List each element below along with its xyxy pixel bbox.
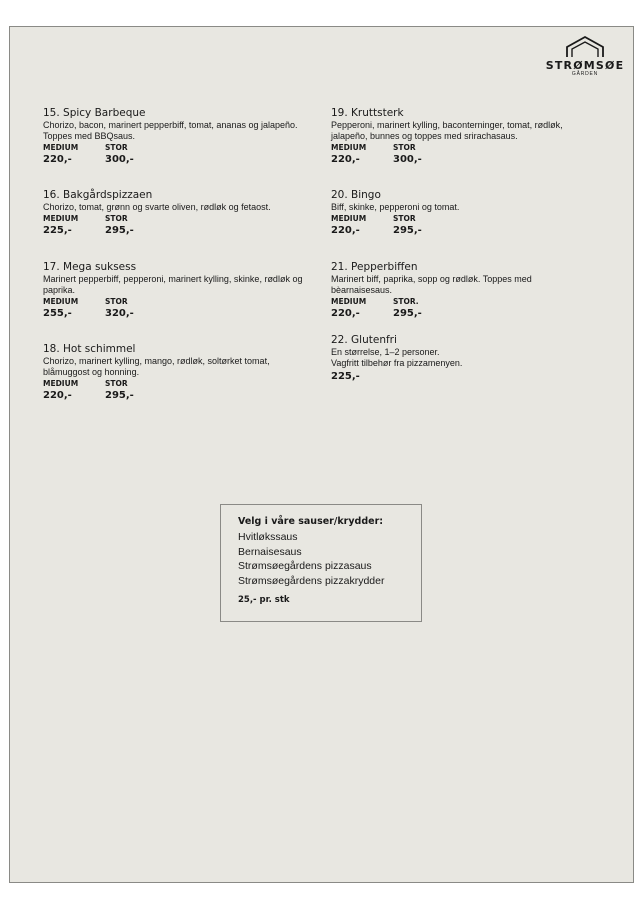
sauces-title: Velg i våre sauser/krydder:: [238, 516, 384, 527]
menu-item-21: [331, 261, 593, 321]
menu-item-18: [43, 343, 305, 403]
menu-item-16: [43, 189, 305, 238]
brand-name: STRØMSØE: [545, 59, 625, 72]
size-label-large: STOR.: [393, 297, 419, 306]
price-large: 300,-: [393, 154, 422, 165]
sauce-item: Bernaisesaus: [238, 545, 302, 558]
item-title: 17. Mega suksess: [43, 261, 137, 273]
price-large: 295,-: [105, 225, 134, 236]
brand-logo: [543, 35, 627, 87]
size-label-large: STOR: [393, 143, 416, 152]
size-label-medium: MEDIUM: [43, 214, 79, 223]
size-label-large: STOR: [105, 214, 128, 223]
price-medium: 255,-: [43, 308, 72, 319]
item-prices: [331, 143, 593, 167]
sauce-item: Strømsøegårdens pizzakrydder: [238, 574, 385, 587]
item-prices: [43, 143, 305, 167]
item-prices: [331, 214, 593, 238]
size-label-medium: MEDIUM: [43, 297, 79, 306]
price-medium: 220,-: [331, 154, 360, 165]
price-single: 225,-: [331, 371, 360, 382]
item-title: 20. Bingo: [331, 189, 381, 201]
menu-item-19: [331, 107, 593, 167]
menu-item-20: [331, 189, 593, 238]
menu-item-22: [331, 334, 593, 384]
price-large: 320,-: [105, 308, 134, 319]
item-description: Chorizo, tomat, grønn og svarte oliven, rødløk og fetaost.: [43, 202, 271, 212]
price-medium: 220,-: [43, 390, 72, 401]
size-label-medium: MEDIUM: [43, 379, 79, 388]
item-description: Biff, skinke, pepperoni og tomat.: [331, 202, 460, 212]
house-roof-icon: [564, 35, 606, 59]
item-description-line: En størrelse, 1–2 personer.: [331, 347, 440, 357]
item-title: 16. Bakgårdspizzaen: [43, 189, 153, 201]
item-description: Marinert biff, paprika, sopp og rødløk. Toppes med bèarnaisesaus.: [331, 274, 532, 295]
item-title: 21. Pepperbiffen: [331, 261, 418, 273]
price-medium: 220,-: [331, 308, 360, 319]
item-prices: [43, 379, 305, 403]
item-title: 19. Kruttsterk: [331, 107, 404, 119]
sauce-item: Hvitløkssaus: [238, 531, 298, 543]
menu-item-17: [43, 261, 305, 321]
size-label-medium: MEDIUM: [43, 143, 79, 152]
item-prices: [331, 297, 593, 321]
sauces-box: [220, 504, 422, 622]
item-prices: [43, 214, 305, 238]
size-label-medium: MEDIUM: [331, 143, 367, 152]
item-description: Pepperoni, marinert kylling, baconterninger, tomat, rødløk, jalapeño, bunnes og toppes med srirachasaus.: [331, 120, 563, 141]
brand-subtitle: GÅRDEN: [571, 71, 599, 77]
price-large: 295,-: [393, 308, 422, 319]
item-title: 18. Hot schimmel: [43, 343, 136, 355]
size-label-large: STOR: [393, 214, 416, 223]
item-prices: [43, 297, 305, 321]
size-label-large: STOR: [105, 143, 128, 152]
sauces-price: 25,- pr. stk: [238, 595, 290, 605]
price-large: 295,-: [105, 390, 134, 401]
size-label-large: STOR: [105, 379, 128, 388]
item-description: Chorizo, marinert kylling, mango, rødløk, soltørket tomat, blåmuggost og honning.: [43, 356, 270, 377]
sauce-item: Strømsøegårdens pizzasaus: [238, 560, 372, 572]
price-medium: 225,-: [43, 225, 72, 236]
size-label-medium: MEDIUM: [331, 214, 367, 223]
size-label-medium: MEDIUM: [331, 297, 367, 306]
price-large: 300,-: [105, 154, 134, 165]
size-label-large: STOR: [105, 297, 128, 306]
item-description: Marinert pepperbiff, pepperoni, marinert kylling, skinke, rødløk og paprika.: [43, 274, 303, 295]
item-title: 22. Glutenfri: [331, 334, 397, 346]
item-description: Chorizo, bacon, marinert pepperbiff, tomat, ananas og jalapeño. Toppes med BBQsaus.: [43, 120, 298, 141]
price-large: 295,-: [393, 225, 422, 236]
menu-item-15: [43, 107, 305, 167]
price-medium: 220,-: [43, 154, 72, 165]
price-medium: 220,-: [331, 225, 360, 236]
item-description-line: Vagfritt tilbehør fra pizzamenyen.: [331, 358, 463, 368]
item-title: 15. Spicy Barbeque: [43, 107, 146, 119]
